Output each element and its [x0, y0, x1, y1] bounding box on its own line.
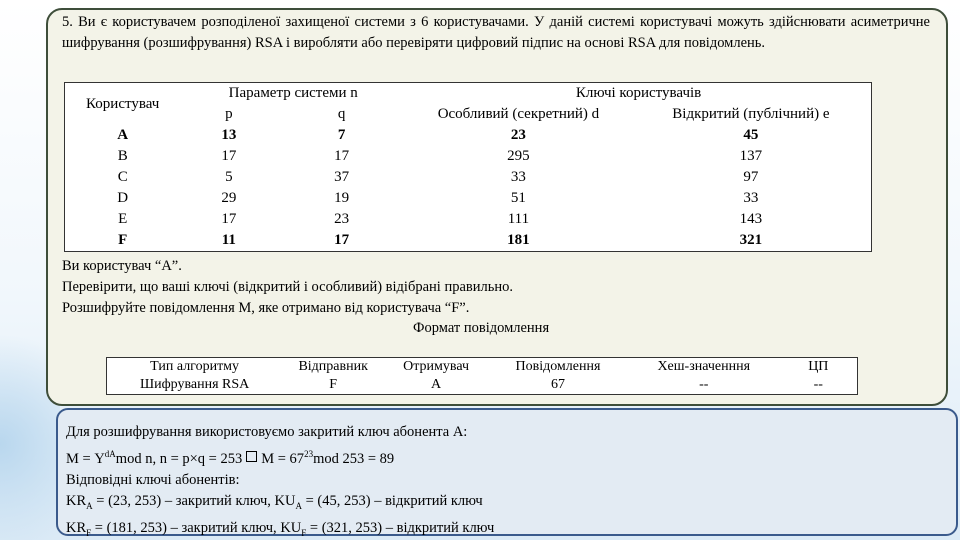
format-value: -- [699, 377, 709, 392]
cell-user: D [117, 190, 129, 206]
format-title: Формат повідомлення [413, 320, 550, 336]
subscript: F [86, 527, 92, 538]
message-format-table [106, 357, 858, 395]
cell-d: 51 [510, 190, 526, 206]
format-header: ЦП [808, 359, 829, 374]
format-header: Отримувач [403, 359, 470, 374]
keys-table [64, 82, 872, 252]
col-d-header: Особливий (секретний) d [437, 106, 600, 122]
format-header: Повідомлення [515, 359, 601, 374]
format-value: F [329, 377, 338, 392]
cell-e: 97 [743, 169, 759, 185]
cell-user: B [117, 148, 128, 164]
table-row [65, 209, 872, 230]
task-line: Розшифруйте повідомлення М, яке отримано від користувача “F”. [62, 300, 470, 316]
format-header-row [107, 358, 858, 377]
answer-formula [66, 444, 956, 470]
answer-panel [56, 408, 958, 536]
cell-q: 23 [334, 211, 350, 227]
cell-user: A [117, 127, 129, 143]
formula-exponent: 23 [304, 448, 314, 459]
cell-user: F [118, 232, 128, 248]
cell-q: 7 [337, 127, 346, 143]
format-value: Шифрування RSA [139, 377, 250, 392]
subscript: A [86, 501, 93, 512]
kr-a-value: = (23, 253) – закритий ключ, [92, 493, 275, 510]
subscript: F [301, 527, 307, 538]
cell-d: 33 [510, 169, 526, 185]
format-value: 67 [550, 377, 565, 392]
col-params-header: Параметр системи n [228, 85, 358, 101]
cell-d: 23 [510, 127, 526, 143]
format-value: А [431, 377, 442, 392]
cell-q: 17 [334, 232, 350, 248]
formula-part: М = Y [66, 450, 105, 467]
formula-part: mod n, n = p×q = 253 [115, 450, 243, 467]
format-value: -- [813, 377, 823, 392]
table-row [65, 167, 872, 188]
col-p-header: p [225, 106, 233, 122]
ku-f-value: = (321, 253) – відкритий ключ [306, 519, 495, 536]
table-row [65, 146, 872, 167]
ku-label: KU [280, 519, 302, 536]
formula-part: mod 253 = 89 [313, 450, 395, 467]
cell-e: 143 [739, 211, 763, 227]
format-header: Тип алгоритму [150, 359, 240, 374]
kr-f-value: = (181, 253) – закритий ключ, [91, 519, 281, 536]
task-intro: 5. Ви є користувачем розподіленої захищеної системи з 6 користувачами. У даній системі користувачі можуть здійснювати асиметричне шифрування (розшифрування) RSA і виробляти або перевіряти цифровий підпис на основі RSA для повідомлень. [62, 14, 930, 51]
keys-table-header-row [65, 83, 872, 105]
cell-q: 37 [334, 169, 350, 185]
cell-p: 5 [225, 169, 233, 185]
cell-p: 17 [221, 148, 237, 164]
cell-e: 33 [743, 190, 759, 206]
table-row [65, 230, 872, 252]
task-line: Ви користувач “А”. [62, 258, 182, 274]
ku-a-value: = (45, 253) – відкритий ключ [302, 493, 483, 510]
cell-d: 181 [507, 232, 530, 248]
cell-d: 111 [507, 211, 530, 227]
cell-user: E [118, 211, 128, 227]
format-value-row [107, 376, 858, 395]
col-keys-header: Ключі користувачів [575, 85, 702, 101]
cell-e: 137 [739, 148, 763, 164]
cell-q: 17 [334, 148, 350, 164]
subscript: A [295, 501, 302, 512]
cell-p: 11 [221, 232, 236, 248]
ku-label: KU [274, 493, 296, 510]
task-instructions [62, 256, 513, 319]
cell-e: 45 [743, 127, 759, 143]
col-user-header: Користувач [86, 95, 160, 112]
table-row [65, 188, 872, 209]
formula-part: M = 67 [261, 450, 305, 467]
cell-q: 19 [334, 190, 350, 206]
cell-p: 29 [221, 190, 237, 206]
kr-label: KR [66, 493, 87, 510]
table-row [65, 125, 872, 146]
formula-exponent: dA [104, 448, 116, 459]
cell-user: C [117, 169, 128, 185]
keys-f-line [66, 518, 956, 544]
kr-label: KR [66, 519, 87, 536]
keys-a-line [66, 491, 956, 517]
task-line: Перевірити, що ваші ключі (відкритий і особливий) відібрані правильно. [62, 279, 513, 295]
cell-p: 17 [221, 211, 237, 227]
keys-table-subheader-row [65, 104, 872, 125]
cell-e: 321 [739, 232, 763, 248]
format-header: Хеш-значенння [657, 359, 751, 374]
answer-line: Відповідні ключі абонентів: [66, 471, 240, 488]
cell-p: 13 [221, 127, 237, 143]
col-e-header: Відкритий (публічний) e [672, 106, 830, 122]
format-header: Відправник [298, 359, 368, 374]
col-q-header: q [337, 106, 346, 122]
missing-glyph-box [246, 451, 257, 462]
cell-d: 295 [507, 148, 530, 164]
answer-line: Для розшифрування використовуємо закритий ключ абонента А: [66, 424, 468, 440]
